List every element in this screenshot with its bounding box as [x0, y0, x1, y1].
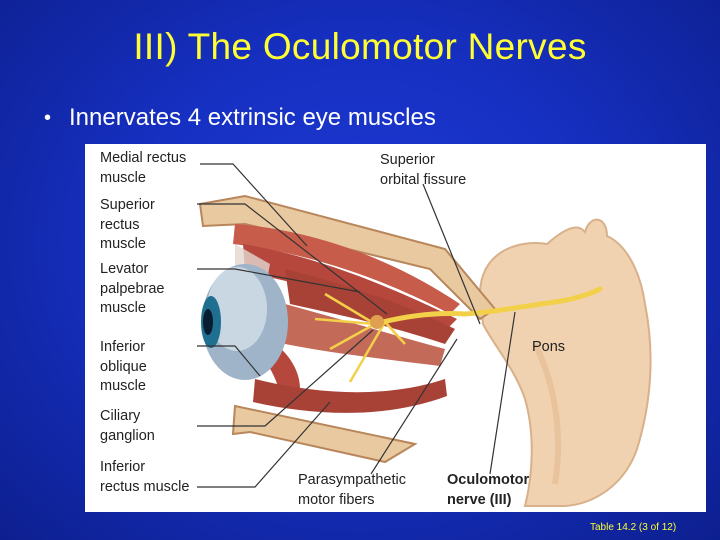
label-levator-palpebrae: Levator palpebrae muscle [100, 261, 165, 316]
oculomotor-diagram [85, 144, 706, 512]
label-oculomotor-nerve: Oculomotor nerve (III) [447, 472, 530, 508]
ciliary-ganglion-shape [370, 315, 384, 329]
label-pons: Pons [532, 339, 566, 355]
brainstem [480, 220, 651, 506]
label-parasympathetic-fibers: Parasympathetic motor fibers [298, 472, 406, 508]
label-superior-rectus: Superior rectus muscle [100, 197, 155, 252]
label-ciliary-ganglion: Ciliary ganglion [100, 408, 155, 444]
bullet-text: Innervates 4 extrinsic eye muscles [69, 104, 436, 131]
bullet-point [44, 104, 436, 132]
label-superior-orbital-fissure: Superior orbital fissure [380, 152, 467, 188]
bullet-icon: • [44, 106, 52, 129]
label-inferior-rectus: Inferior rectus muscle [100, 459, 190, 495]
figure-caption: Table 14.2 (3 of 12) [590, 522, 677, 533]
orbit-floor-bone [233, 406, 415, 462]
pupil [203, 309, 213, 335]
eye-anatomy-illustration [85, 144, 706, 512]
label-inferior-oblique: Inferior oblique muscle [100, 339, 147, 394]
label-medial-rectus: Medial rectus muscle [100, 150, 187, 186]
slide-title: III) The Oculomotor Nerves [133, 26, 587, 67]
